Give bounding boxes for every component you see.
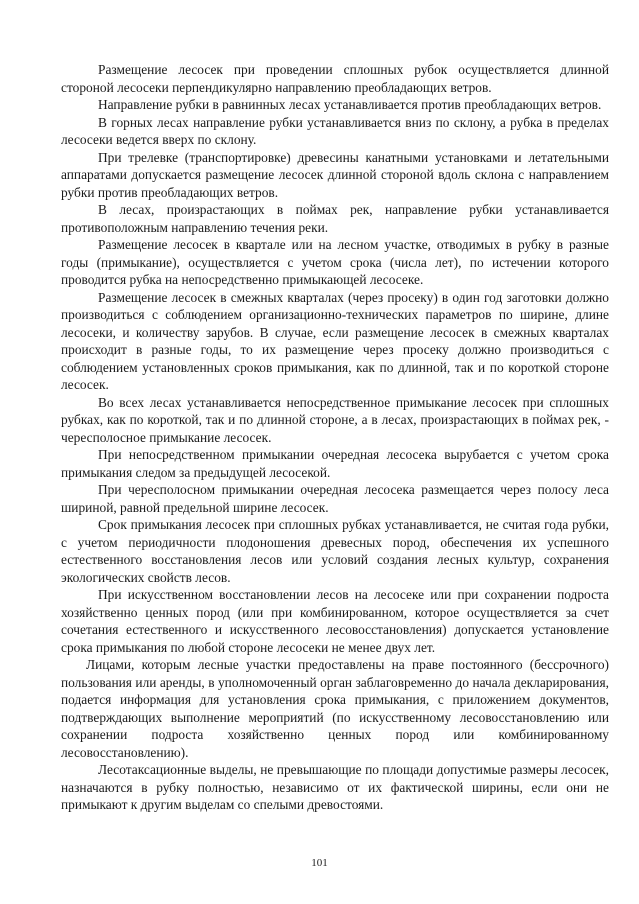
paragraph: В лесах, произрастающих в поймах рек, направление рубки устанавливается противоположным направлению течения реки. bbox=[61, 202, 609, 235]
paragraph: При искусственном восстановлении лесов на лесосеке или при сохранении подроста хозяйственно ценных пород (или при комбинированном, которое осуществляется за счет сочетания естественного и искусственного лесовосстановления) допускается установление срока примыкания по любой стороне лесосеки не менее двух лет. bbox=[61, 587, 609, 655]
paragraph: Размещение лесосек в квартале или на лесном участке, отводимых в рубку в разные годы (примыкание), осуществляется с учетом срока (числа лет), по истечении которого проводится рубка на непосредственно примыкающей лесосеке. bbox=[61, 237, 609, 287]
paragraph: Размещение лесосек при проведении сплошных рубок осуществляется длинной стороной лесосеки перпендикулярно направлению преобладающих ветров. bbox=[61, 62, 609, 95]
paragraph: Лесотаксационные выделы, не превышающие по площади допустимые размеры лесосек, назначаются в рубку полностью, независимо от их фактической ширины, если они не примыкают к другим выделам со спелыми древостоями. bbox=[61, 762, 609, 812]
page-number: 101 bbox=[311, 857, 328, 869]
paragraph: Размещение лесосек в смежных кварталах (через просеку) в один год заготовки должно производиться с соблюдением организационно-технических параметров по ширине, длине лесосеки, и количеству зарубов. В случае, если размещение лесосек в смежных кварталах происходит в разные годы, то их размещение через просеку должно производиться с соблюдением установленных сроков примыкания, как по длинной, так и по короткой стороне лесосек. bbox=[61, 289, 609, 392]
paragraph: При трелевке (транспортировке) древесины канатными установками и летательными аппаратами допускается размещение лесосек длинной стороной вдоль склона с направлением рубки против преобладающих ветров. bbox=[61, 149, 609, 200]
paragraph: Срок примыкания лесосек при сплошных рубках устанавливается, не считая года рубки, с учетом периодичности плодоношения древесных пород, обеспечения их успешного естественного восстановления лесов или условий создания лесных культур, сохранения экологических свойств лесов. bbox=[61, 517, 609, 585]
paragraph: В горных лесах направление рубки устанавливается вниз по склону, а рубка в пределах лесосеки ведется вверх по склону. bbox=[61, 114, 609, 147]
paragraph: При чересполосном примыкании очередная лесосека размещается через полосу леса шириной, равной предельной ширине лесосек. bbox=[61, 482, 609, 515]
paragraph: Во всех лесах устанавливается непосредственное примыкание лесосек при сплошных рубках, как по короткой, так и по длинной стороне, а в лесах, произрастающих в поймах рек, - чересполосное примыкание лесосек. bbox=[61, 394, 609, 445]
paragraph: Лицами, которым лесные участки предоставлены на праве постоянного (бессрочного) пользования или аренды, в уполномоченный орган заблаговременно до начала декларирования, подается информация для установления срока примыкания, с приложением документов, подтверждающих выполнение мероприятий (по искусственному лесовосстановлению или сохранении подроста хозяйственно ценных пород или комбинированному лесовосстановлению). bbox=[61, 657, 609, 760]
body-text bbox=[61, 61, 609, 814]
paragraph: Направление рубки в равнинных лесах устанавливается против преобладающих ветров. bbox=[98, 97, 602, 112]
paragraph: При непосредственном примыкании очередная лесосека вырубается с учетом срока примыкания следом за предыдущей лесосекой. bbox=[61, 447, 609, 480]
